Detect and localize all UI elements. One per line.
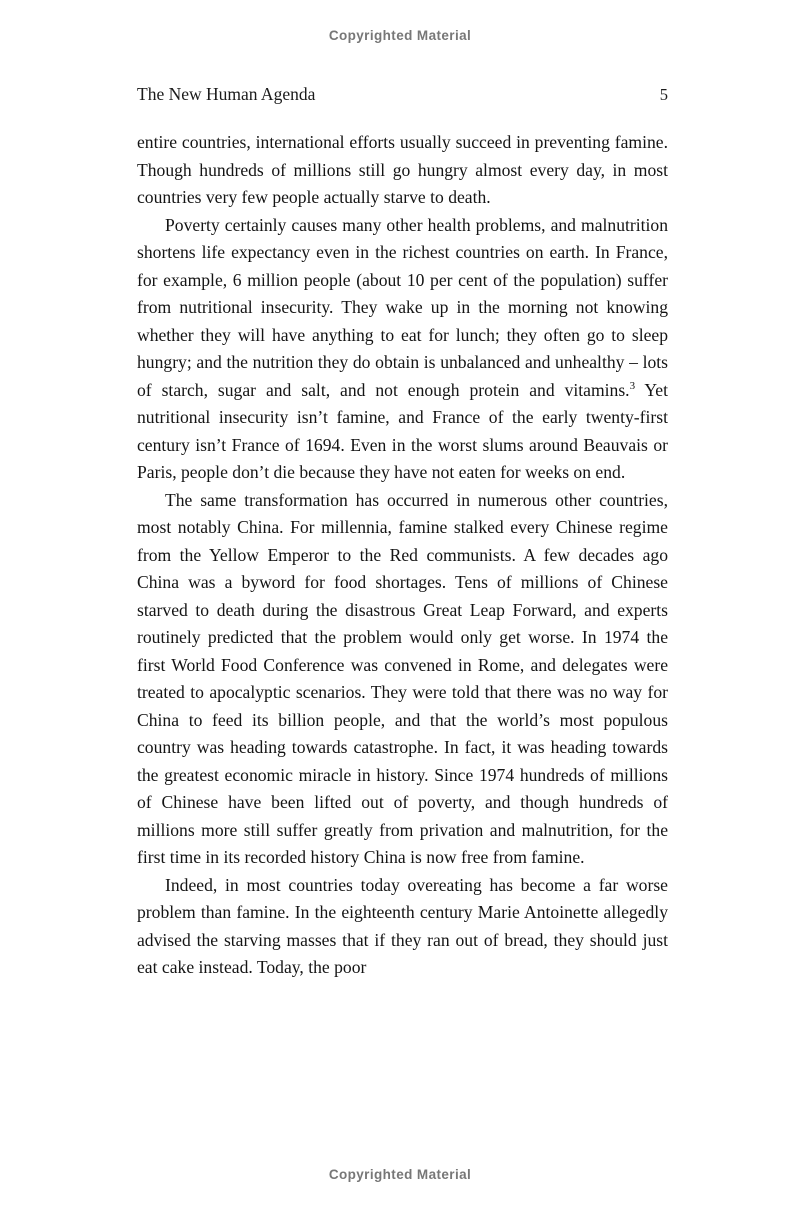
page-number: 5	[659, 85, 668, 104]
running-header-title: The New Human Agenda	[137, 84, 316, 104]
footnote-ref-3: 3	[629, 379, 636, 392]
running-header	[137, 84, 668, 105]
body-paragraph: The same transformation has occurred in numerous other countries, most notably China. For millennia, famine stalked every Chinese regime from the Yellow Emperor to the Red communists. A few decades ago China was a byword for food shortages. Tens of millions of Chinese starved to death during the disastrous Great Leap Forward, and experts routinely predicted that the problem would only get worse. In 1974 the first World Food Conference was convened in Rome, and delegates were treated to apocalyptic scenarios. They were told that there was no way for China to feed its billion people, and that the world’s most populous country was heading towards catastrophe. In fact, it was heading towards the greatest economic miracle in history. Since 1974 hundreds of millions of Chinese have been lifted out of poverty, and though hundreds of millions more still suffer greatly from privation and malnutrition, for the first time in its recorded history China is now free from famine.	[137, 489, 668, 867]
paragraph-text: Poverty certainly causes many other health problems, and malnutrition shortens life expectancy even in the richest countries on earth. In France, for example, 6 million people (about 10 per cent of the population) suffer from nutritional insecurity. They wake up in the morning not knowing whether they will have anything to eat for lunch; they often go to sleep hungry; and the nutrition they do obtain is unbalanced and unhealthy – lots of starch, sugar and salt, and not enough protein and vitamins.	[137, 214, 668, 400]
copyright-notice-bottom: Copyrighted Material	[328, 1167, 472, 1182]
body-paragraph: entire countries, international efforts usually succeed in preventing famine. Though hundreds of millions still go hungry almost every day, in most countries very few people actually starve to death.	[137, 132, 668, 207]
body-paragraph	[137, 212, 668, 487]
copyright-notice-top: Copyrighted Material	[328, 28, 472, 43]
paragraph-text: Yet nutritional insecurity isn’t famine, and France of the early twenty-first century isn’t France of 1694. Even in the worst slums around Beauvais or Paris, people don’t die because they have not eaten for weeks on end.	[137, 379, 668, 482]
body-text	[137, 129, 668, 982]
body-paragraph: Indeed, in most countries today overeating has become a far worse problem than famine. In the eighteenth century Marie Antoinette allegedly advised the starving masses that if they ran out of bread, they should just eat cake instead. Today, the poor	[137, 874, 668, 977]
